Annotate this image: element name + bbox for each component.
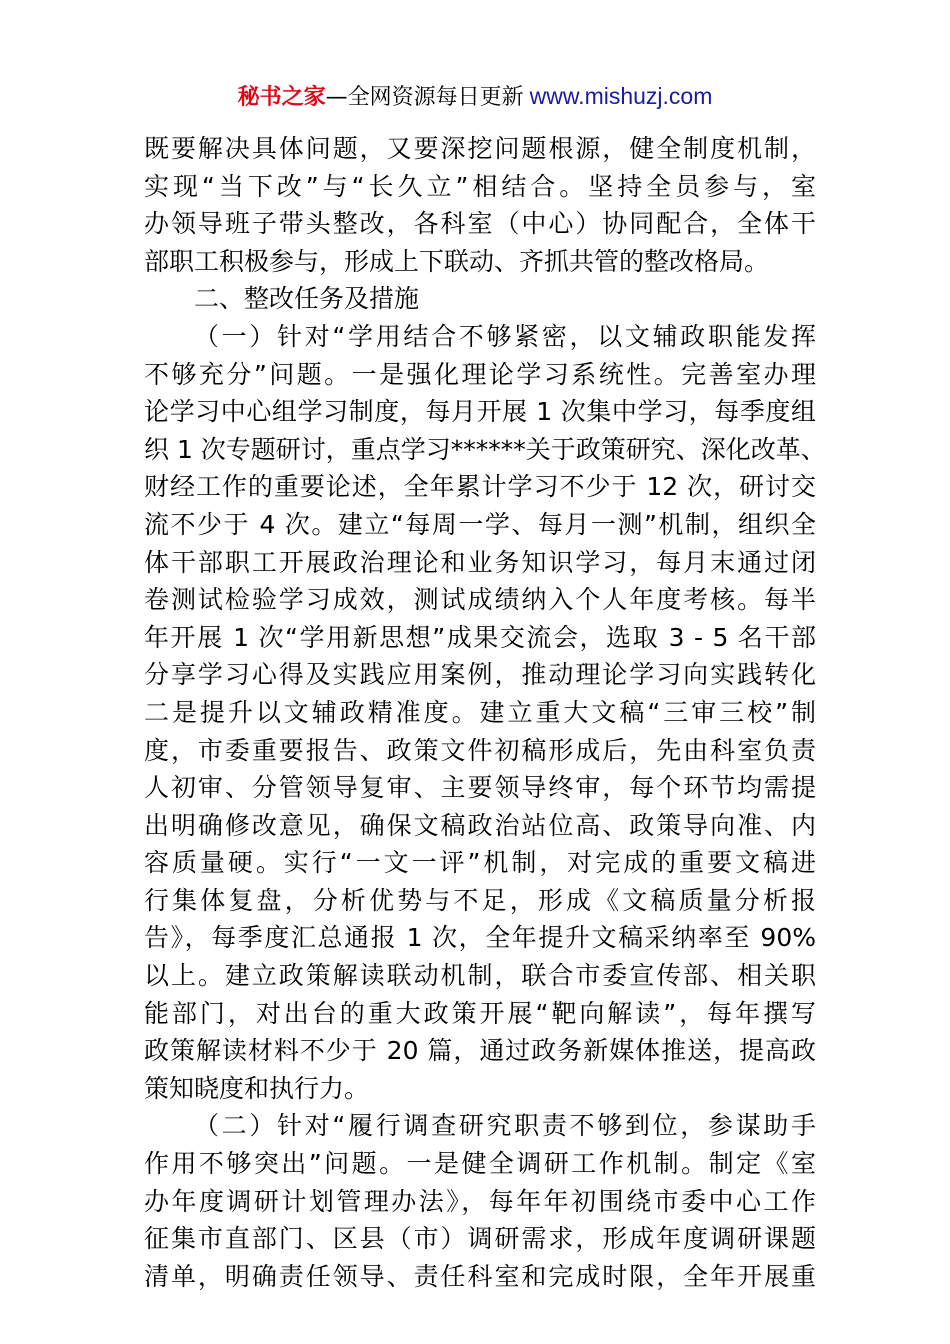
body-line: 二是提升以文辅政精准度。建立重大文稿“三审三校”制	[144, 697, 816, 727]
body-line: 能部门，对出台的重大政策开展“靶向解读”，每年撰写	[144, 998, 816, 1028]
body-line: 作用不够突出”问题。一是健全调研工作机制。制定《室	[144, 1149, 816, 1179]
body-line: 卷测试检验学习成效，测试成绩纳入个人年度考核。每半	[144, 585, 816, 615]
brand-name: 秘书之家	[237, 85, 326, 110]
body-line: 部职工积极参与，形成上下联动、齐抓共管的整改格局。	[144, 246, 770, 276]
body-line: 实现“当下改”与“长久立”相结合。坚持全员参与，室	[144, 171, 816, 201]
body-line: （二）针对“履行调查研究职责不够到位，参谋助手	[194, 1111, 816, 1141]
body-line: 分享学习心得及实践应用案例，推动理论学习向实践转化	[144, 660, 816, 690]
site-url[interactable]: www.mishuzj.com	[529, 83, 713, 109]
body-line: 既要解决具体问题，又要深挖问题根源，健全制度机制，	[144, 134, 816, 163]
body-line: 度，市委重要报告、政策文件初稿形成后，先由科室负责	[144, 735, 816, 765]
section-heading: 二、整改任务及措施	[194, 284, 420, 314]
body-line: 出明确修改意见，确保文稿政治站位高、政策导向准、内	[144, 810, 816, 840]
body-line: 征集市直部门、区县（市）调研需求，形成年度调研课题	[144, 1224, 816, 1254]
body-line: 以上。建立政策解读联动机制，联合市委宣传部、相关职	[144, 961, 816, 991]
body-line: 年开展 1 次“学用新思想”成果交流会，选取 3 - 5 名干部	[144, 622, 816, 652]
body-line: 办领导班子带头整改，各科室（中心）协同配合，全体干	[144, 209, 816, 239]
header-slogan: —全网资源每日更新	[325, 85, 524, 110]
body-line: 清单，明确责任领导、责任科室和完成时限，全年开展重	[144, 1261, 816, 1291]
body-line: 策知晓度和执行力。	[144, 1073, 370, 1103]
body-line: 办年度调研计划管理办法》，每年年初围绕市委中心工作	[144, 1186, 816, 1216]
body-line: 论学习中心组学习制度，每月开展 1 次集中学习，每季度组	[144, 397, 816, 427]
body-line: 体干部职工开展政治理论和业务知识学习，每月末通过闭	[144, 547, 816, 577]
document-body	[144, 130, 826, 1295]
body-line: 行集体复盘，分析优势与不足，形成《文稿质量分析报	[144, 885, 816, 915]
body-line: （一）针对“学用结合不够紧密，以文辅政职能发挥	[194, 321, 816, 351]
body-line: 财经工作的重要论述，全年累计学习不少于 12 次，研讨交	[144, 472, 816, 502]
body-line: 不够充分”问题。一是强化理论学习系统性。完善室办理	[144, 359, 816, 389]
body-line: 政策解读材料不少于 20 篇，通过政务新媒体推送，提高政	[144, 1036, 816, 1066]
body-line: 告》，每季度汇总通报 1 次，全年提升文稿采纳率至 90%	[144, 923, 816, 953]
body-line: 人初审、分管领导复审、主要领导终审，每个环节均需提	[144, 773, 816, 803]
site-header	[0, 80, 950, 114]
body-line: 织 1 次专题研讨，重点学习******关于政策研究、深化改革、	[144, 434, 826, 464]
body-line: 容质量硬。实行“一文一评”机制，对完成的重要文稿进	[144, 848, 816, 878]
body-line: 流不少于 4 次。建立“每周一学、每月一测”机制，组织全	[144, 509, 816, 539]
